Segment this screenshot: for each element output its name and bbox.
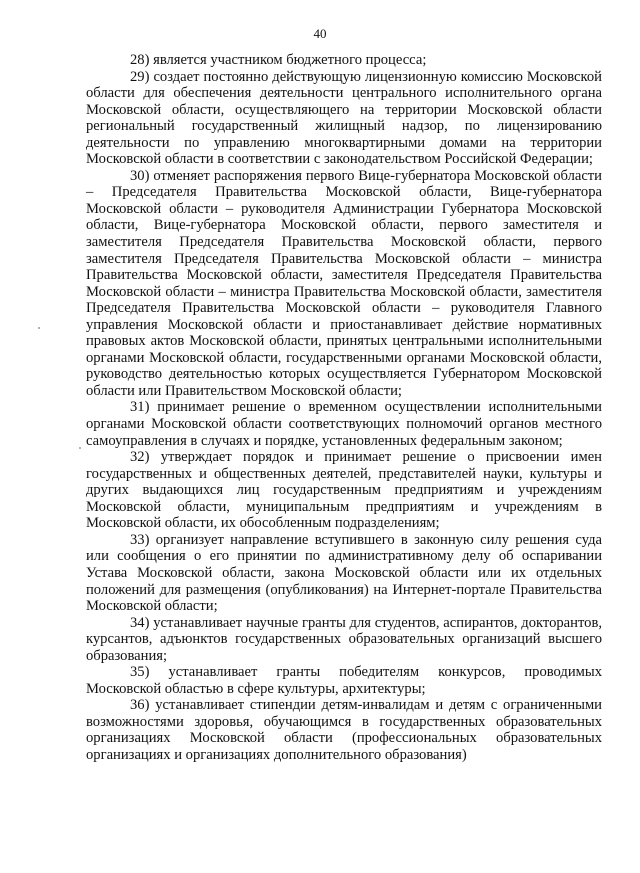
paragraph-item-35: 35) устанавливает гранты победителям конкурсов, проводимых Московской областью в сфере культуры, архитектуры; [86,664,602,697]
scan-speck [38,327,40,329]
scan-speck [79,447,81,449]
paragraph-item-28: 28) является участником бюджетного процесса; [130,52,427,68]
paragraph-item-29: 29) создает постоянно действующую лицензионную комиссию Московской области для обеспечения деятельности центрального исполнительного органа Московской области, осуществляющего на территории Московской области региональный государственный жилищный надзор, по лицензированию деятельности по управлению многоквартирными домами на территории Московской области в соответствии с законодательством Российской Федерации; [86,68,602,168]
paragraph-item-33: 33) организует направление вступившего в законную силу решения суда или сообщения о его принятии по административному делу об оспаривании Устава Московской области, закона Московской области или их отдельных положений для размещения (опубликования) на Интернет-портале Правительства Московской области; [86,531,602,615]
document-body [86,52,602,764]
paragraph-item-31: 31) принимает решение о временном осуществлении исполнительными органами Московской области соответствующих полномочий органов местного самоуправления в случаях и порядке, установленных федеральным законом; [86,399,602,449]
paragraph-item-30: 30) отменяет распоряжения первого Вице-губернатора Московской области – Председателя Правительства Московской области, Вице-губернатора Московской области – руководителя Администрации Губернатора Московской области, Вице-губернатора Московской области, первого заместителя и заместителя Председателя Правительства Московской области, первого заместителя Председателя Правительства Московской области – министра Правительства Московской области, заместителя Председателя Правительства Московской области – министра Правительства Московской области, заместителя Председателя Правительства Московской области – руководителя Главного управления Московской области и приостанавливает действие нормативных правовых актов Московской области, принятых центральными исполнительными органами Московской области, государственными органами Московской области, руководство деятельностью которых осуществляется Губернатором Московской области или Правительством Московской области; [86,167,602,399]
page-number: 40 [313,26,327,41]
paragraph-item-36: 36) устанавливает стипендии детям-инвалидам и детям с ограниченными возможностями здоровья, обучающимся в государственных образовательных организациях Московской области (профессиональных образовательных организациях и организациях дополнительного образования) [86,697,602,763]
paragraph-item-34: 34) устанавливает научные гранты для студентов, аспирантов, докторантов, курсантов, адъюнктов государственных образовательных организаций высшего образования; [86,614,602,664]
paragraph-item-32: 32) утверждает порядок и принимает решение о присвоении имен государственных и общественных деятелей, представителей науки, культуры и других выдающихся лиц государственным предприятиям и учреждениям Московской области, муниципальным предприятиям и учреждениям в Московской области, их обособленным подразделениям; [86,449,602,532]
